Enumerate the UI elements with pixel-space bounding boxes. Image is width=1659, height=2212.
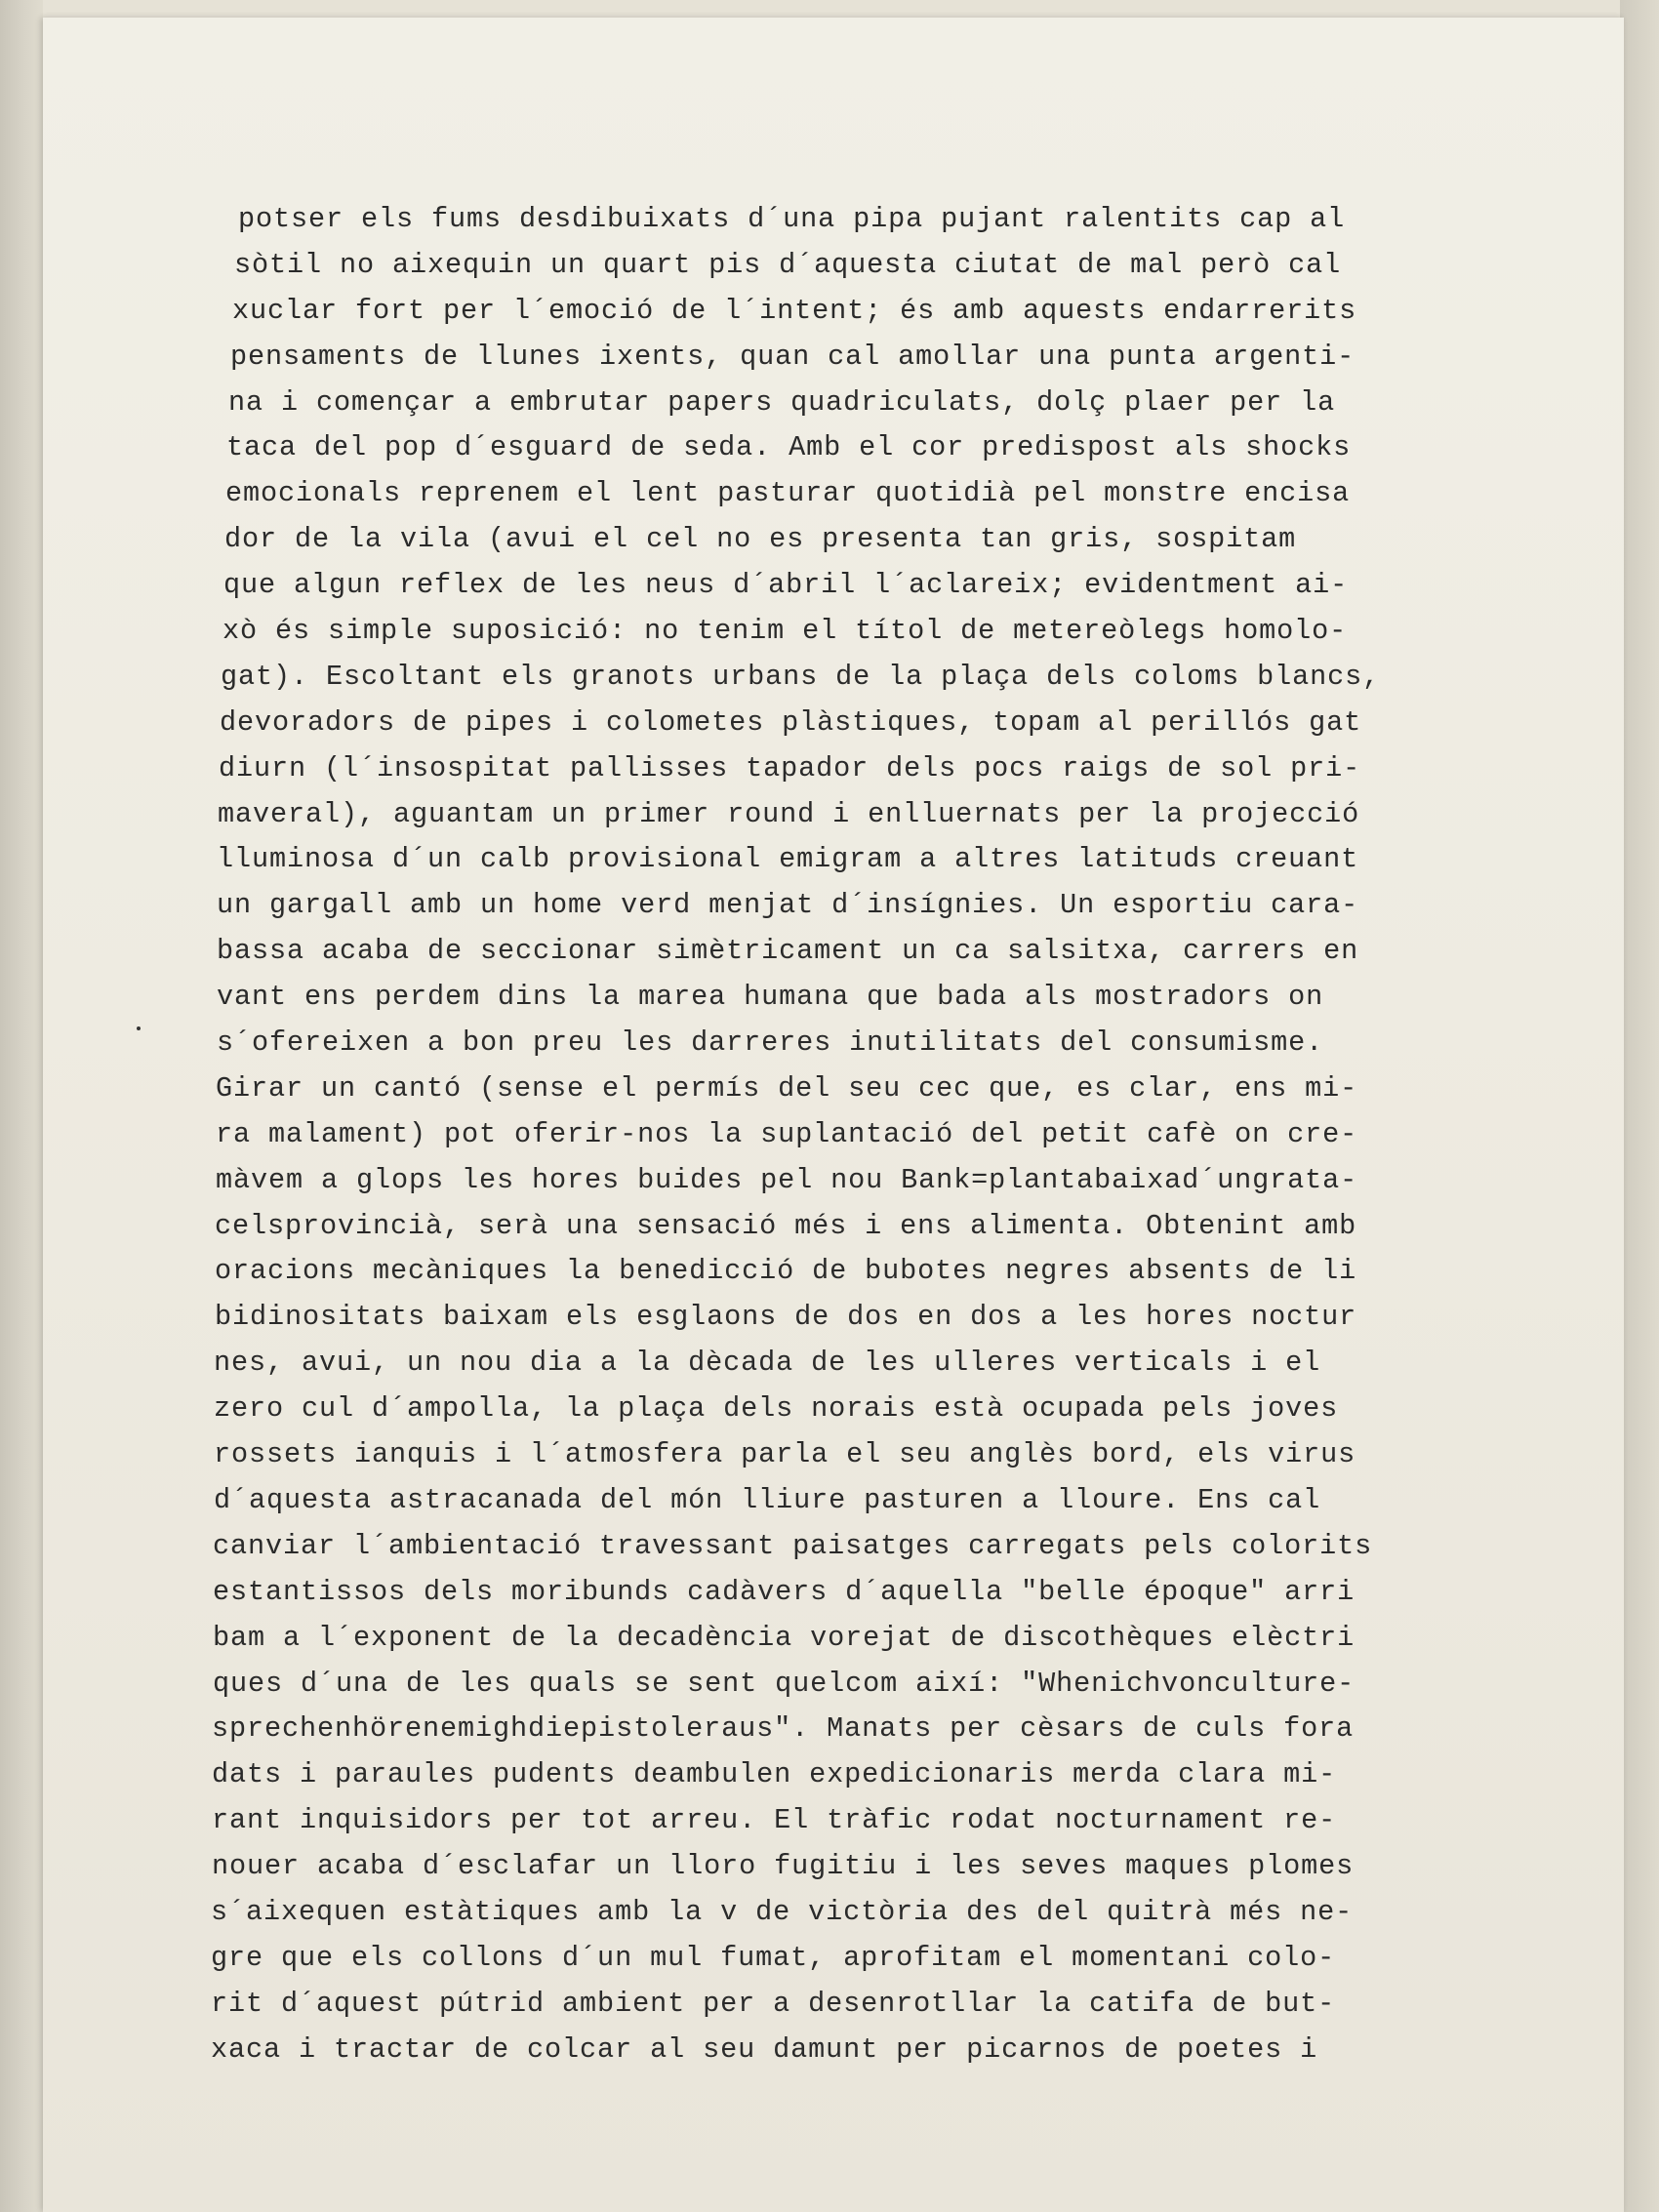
text-line: xaca i tractar de colcar al seu damunt per picarnos de poetes i (211, 2032, 1318, 2066)
text-line: gat). Escoltant els granots urbans de la plaça dels coloms blancs, (221, 660, 1381, 693)
text-line: dats i paraules pudents deambulen expedicionaris merda clara mi- (212, 1758, 1337, 1791)
text-line: xò és simple suposició: no tenim el títol de metereòlegs homolo- (223, 615, 1348, 648)
text-line: emocionals reprenem el lent pasturar quotidià pel monstre encisa (225, 477, 1351, 510)
text-line: taca del pop d´esguard de seda. Amb el cor predispost als shocks (226, 431, 1352, 464)
text-line: vant ens perdem dins la marea humana que bada als mostradors on (217, 981, 1324, 1014)
text-line: devoradors de pipes i colometes plàstiques, topam al perillós gat (220, 705, 1362, 739)
text-line: ques d´una de les quals se sent quelcom així: "Whenichvonculture- (213, 1667, 1356, 1700)
page-text-body (211, 197, 1565, 2073)
text-line: pensaments de llunes ixents, quan cal amollar una punta argenti- (230, 340, 1356, 373)
text-line: ra malament) pot oferir-nos la suplantació del petit cafè on cre- (216, 1117, 1358, 1150)
text-line: s´ofereixen a bon preu les darreres inutilitats del consumisme. (217, 1026, 1324, 1060)
text-line: un gargall amb un home verd menjat d´insígnies. Un esportiu cara- (217, 889, 1359, 922)
text-line: lluminosa d´un calb provisional emigram a altres latituds creuant (217, 843, 1359, 876)
text-line: maveral), aguantam un primer round i enlluernats per la projecció (218, 797, 1360, 830)
text-line: potser els fums desdibuixats d´una pipa pujant ralentits cap al (238, 203, 1346, 235)
text-line: oracions mecàniques la benedicció de bubotes negres absents de li (215, 1255, 1357, 1288)
text-line: bassa acaba de seccionar simètricament un ca salsitxa, carrers en (217, 935, 1359, 968)
text-line: zero cul d´ampolla, la plaça dels norais està ocupada pels joves (214, 1392, 1339, 1426)
text-line: s´aixequen estàtiques amb la v de victòria des del quitrà més ne- (211, 1895, 1354, 1928)
text-line: nouer acaba d´esclafar un lloro fugitiu i les seves maques plomes (212, 1850, 1355, 1883)
text-line: màvem a glops les hores buides pel nou Bank=plantabaixad´ungrata- (216, 1163, 1358, 1196)
typewritten-page (43, 18, 1624, 2212)
text-line: diurn (l´insospitat pallisses tapador dels pocs raigs de sol pri- (219, 751, 1361, 784)
text-line: bidinositats baixam els esglaons de dos en dos a les hores noctur (215, 1301, 1357, 1334)
background-right-edge (1620, 0, 1659, 2212)
text-line: gre que els collons d´un mul fumat, aprofitam el momentani colo- (211, 1941, 1336, 1974)
background-left-edge (0, 0, 43, 2212)
text-line: Girar un cantó (sense el permís del seu cec que, es clar, ens mi- (216, 1071, 1358, 1105)
text-line: canviar l´ambientació travessant paisatges carregats pels colorits (213, 1529, 1373, 1562)
text-line: estantissos dels moribunds cadàvers d´aquella "belle époque" arri (213, 1575, 1356, 1608)
paper-speck (137, 1026, 141, 1030)
text-line: d´aquesta astracanada del món lliure pasturen a lloure. Ens cal (214, 1483, 1321, 1516)
text-line: bam a l´exponent de la decadència vorejat de discothèques elèctri (213, 1621, 1356, 1654)
text-line: sòtil no aixequin un quart pis d´aquesta ciutat de mal però cal (234, 248, 1342, 281)
text-line: que algun reflex de les neus d´abril l´aclareix; evidentment ai- (223, 569, 1349, 602)
text-line: rossets ianquis i l´atmosfera parla el seu anglès bord, els virus (214, 1438, 1356, 1471)
text-line: celsprovincià, serà una sensació més i ens alimenta. Obtenint amb (215, 1209, 1357, 1242)
text-line: xuclar fort per l´emoció de l´intent; és amb aquests endarrerits (232, 294, 1357, 327)
text-line: rit d´aquest pútrid ambient per a desenrotllar la catifa de but- (211, 1987, 1336, 2020)
text-line: na i començar a embrutar papers quadriculats, dolç plaer per la (228, 385, 1336, 419)
text-line: rant inquisidors per tot arreu. El tràfic rodat nocturnament re- (212, 1804, 1337, 1837)
text-line: sprechenhörenemighdiepistoleraus". Manats per cèsars de culs fora (212, 1712, 1355, 1746)
text-line: nes, avui, un nou dia a la dècada de les ulleres verticals i el (214, 1347, 1321, 1380)
text-line: dor de la vila (avui el cel no es presenta tan gris, sospitam (224, 523, 1297, 556)
